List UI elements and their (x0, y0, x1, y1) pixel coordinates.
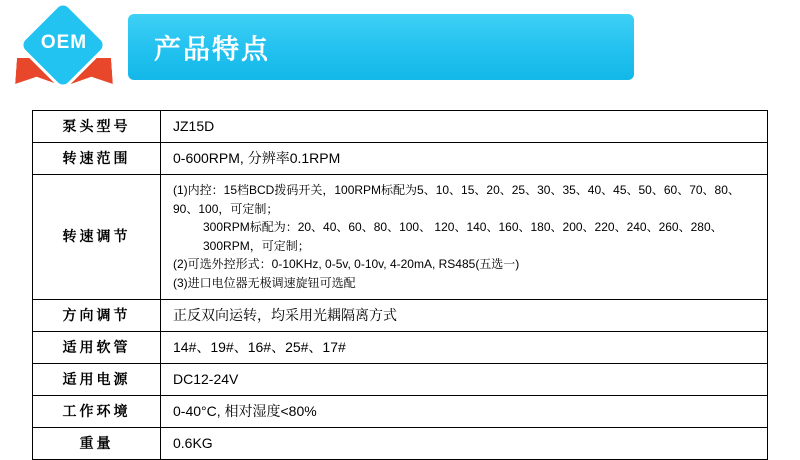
oem-badge (12, 10, 116, 90)
row-label: 泵头型号 (33, 111, 161, 143)
row-value-line: 0-40°C, 相对湿度<80% (173, 402, 317, 419)
row-value-line: 0-600RPM, 分辨率0.1RPM (173, 150, 341, 166)
row-label: 转速范围 (33, 143, 161, 175)
row-value (161, 331, 768, 363)
row-value (161, 363, 768, 395)
table-row (33, 331, 768, 363)
row-value-line: (1)内控：15档BCD拨码开关，100RPM标配为5、10、15、20、25、30、35、40、45、50、60、70、80、90、100，可定制； (173, 183, 740, 216)
row-value-line: (3)进口电位器无极调速旋钮可选配 (173, 275, 356, 290)
row-value-line: DC12-24V (173, 370, 239, 387)
page-title: 产品特点 (154, 34, 270, 65)
row-value-line: 300RPM标配为：20、40、60、80、100、 120、140、160、180、200、220、240、260、280、300RPM，可定制； (203, 220, 723, 253)
row-label: 工作环境 (33, 395, 161, 427)
row-value-line: 14#、19#、16#、25#、17# (173, 338, 346, 355)
row-label: 重量 (33, 427, 161, 459)
row-value-line: 0.6KG (173, 434, 213, 451)
row-value-line: 正反双向运转，均采用光耦隔离方式 (173, 306, 397, 323)
row-value-line: (2)可选外控形式：0-10KHz, 0-5v, 0-10v, 4-20mA, RS485(五选一) (173, 257, 520, 272)
table-row (33, 175, 768, 300)
table-row (33, 299, 768, 331)
row-value-line: JZ15D (173, 118, 215, 134)
table-body (33, 111, 768, 460)
specifications-table (32, 110, 768, 460)
row-value (161, 395, 768, 427)
badge-label: OEM (40, 32, 88, 53)
row-value (161, 299, 768, 331)
table-row (33, 363, 768, 395)
row-value (161, 111, 768, 143)
page-header (0, 0, 800, 96)
table-row (33, 427, 768, 459)
row-value (161, 175, 768, 300)
row-label: 方向调节 (33, 299, 161, 331)
row-value (161, 427, 768, 459)
row-label: 适用电源 (33, 363, 161, 395)
row-label: 适用软管 (33, 331, 161, 363)
table-row (33, 111, 768, 143)
table-row (33, 143, 768, 175)
table-row (33, 395, 768, 427)
row-label: 转速调节 (33, 175, 161, 300)
title-banner (128, 14, 634, 80)
row-value (161, 143, 768, 175)
